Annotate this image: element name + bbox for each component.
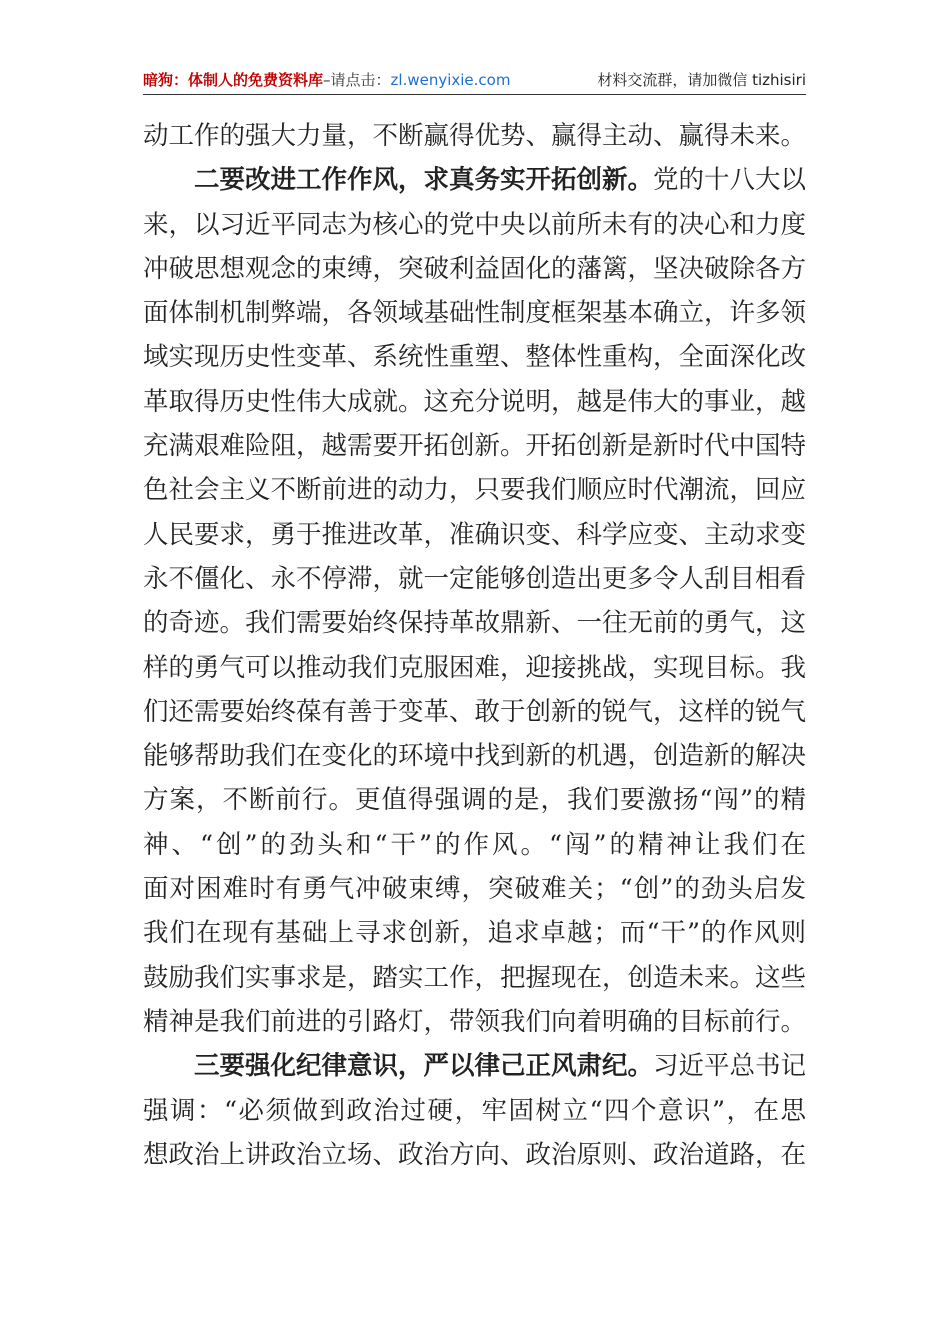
page-header [143,66,806,95]
body-text [143,114,806,1177]
text-line: 们还需要始终葆有善于变革、敢于创新的锐气，这样的锐气 [143,696,806,727]
text-line: 永不僵化、永不停滞，就一定能够创造出更多令人刮目相看 [143,563,806,594]
paragraph-2 [143,158,806,1044]
text-line: 想政治上讲政治立场、政治方向、政治原则、政治道路，在 [143,1139,806,1170]
click-prompt: –请点击： [323,71,391,89]
text-run: 习近平总书记 [653,1051,806,1082]
paragraph-3 [143,1044,806,1177]
text-line: 面体制机制弊端，各领域基础性制度框架基本确立，许多领 [143,298,806,329]
brand-text: 暗狗：体制人的免费资料库 [143,71,324,89]
text-line: 来，以习近平同志为核心的党中央以前所未有的决心和力度 [143,209,806,240]
text-line: 色社会主义不断前进的动力，只要我们顺应时代潮流，回应 [143,475,806,506]
text-line: 革取得历史性伟大成就。这充分说明，越是伟大的事业，越 [143,386,806,417]
text-line: 域实现历史性变革、系统性重塑、整体性重构，全面深化改 [143,342,806,373]
wechat-note: 材料交流群，请加微信 tizhisiri [597,71,806,89]
website-link[interactable]: zl.wenyixie.com [390,71,511,89]
text-line: 强调：“必须做到政治过硬，牢固树立“四个意识”，在思 [143,1095,806,1126]
text-line: 精神是我们前进的引路灯，带领我们向着明确的目标前行。 [143,1006,806,1037]
text-line: 我们在现有基础上寻求创新，追求卓越；而“干”的作风则 [143,918,806,949]
header-left [143,66,510,94]
text-line: 方案，不断前行。更值得强调的是，我们要激扬“闯”的精 [143,785,806,816]
text-line: 充满艰难险阻，越需要开拓创新。开拓创新是新时代中国特 [143,431,806,462]
text-line: 人民要求，勇于推进改革，准确识变、科学应变、主动求变 [143,519,806,550]
text-line: 神、“创”的劲头和“干”的作风。“闯”的精神让我们在 [143,829,806,860]
text-run: 党的十八大以 [653,165,806,196]
text-line: 鼓励我们实事求是，踏实工作，把握现在，创造未来。这些 [143,962,806,993]
text-line: 样的勇气可以推动我们克服困难，迎接挑战，实现目标。我 [143,652,806,683]
text-line: 能够帮助我们在变化的环境中找到新的机遇，创造新的解决 [143,741,806,772]
text-line: 动工作的强大力量，不断赢得优势、赢得主动、赢得未来。 [143,121,806,151]
paragraph-heading: 二要改进工作作风，求真务实开拓创新。 [194,165,654,196]
text-line: 的奇迹。我们需要始终保持革故鼎新、一往无前的勇气，这 [143,608,806,639]
text-line [143,158,806,202]
paragraph-1 [143,114,806,158]
text-line: 面对困难时有勇气冲破束缚，突破难关；“创”的劲头启发 [143,874,806,905]
paragraph-heading: 三要强化纪律意识，严以律己正风肃纪。 [194,1051,654,1082]
text-line: 冲破思想观念的束缚，突破利益固化的藩篱，坚决破除各方 [143,253,806,284]
text-line [143,1044,806,1088]
